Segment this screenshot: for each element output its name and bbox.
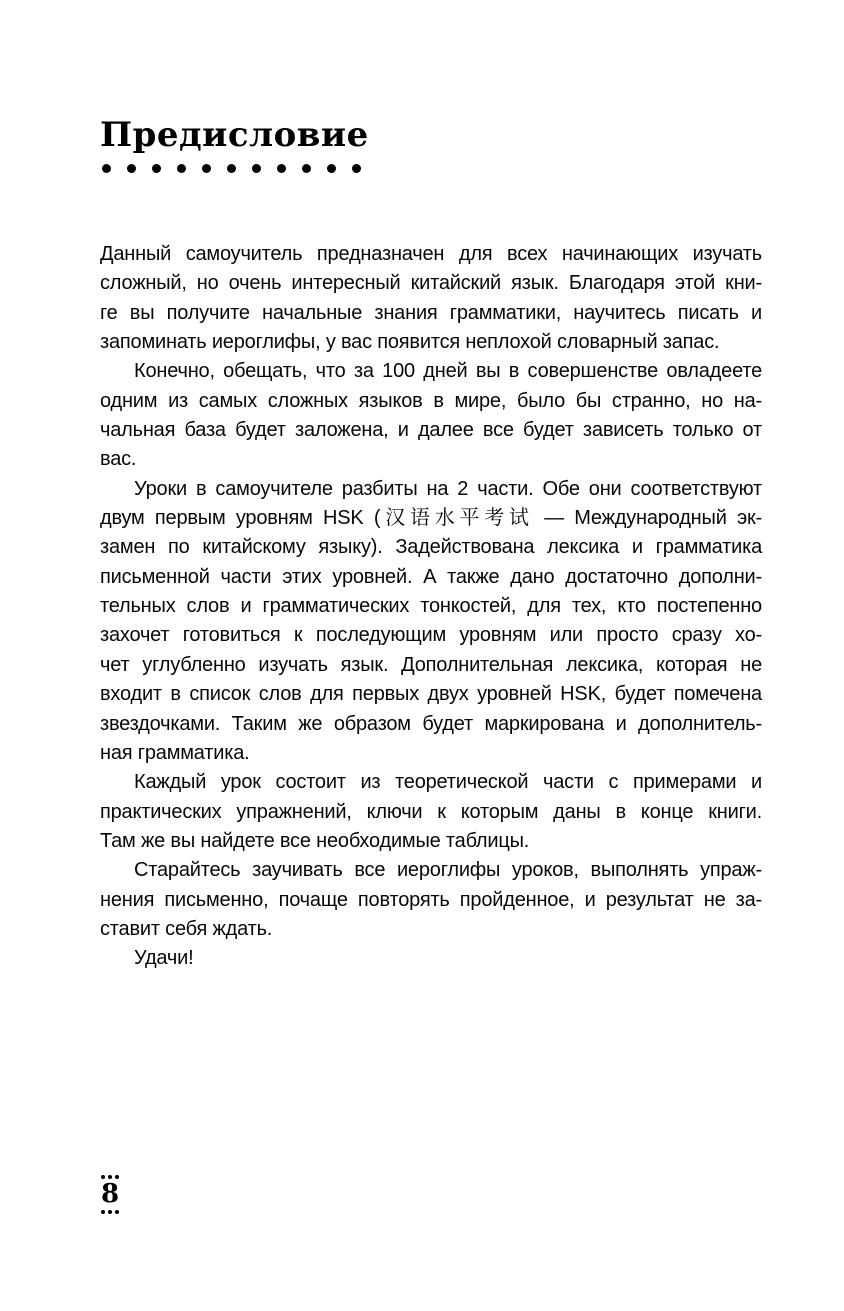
paragraph: [100, 475, 762, 768]
page-number-ornament-bottom: [101, 1210, 119, 1214]
dot-ornament: [302, 164, 311, 173]
text-line: тельных слов и грамматических тонкостей, для тех, кто постепенно: [100, 595, 762, 618]
text-line: Уроки в самоучителе разбиты на 2 части. Обе они соответствуют: [134, 477, 762, 500]
dot-ornament: [327, 164, 336, 173]
text-line: ставит себя ждать.: [100, 917, 273, 940]
text-line: Конечно, обещать, что за 100 дней вы в совершенстве овладеете: [134, 360, 762, 383]
paragraph: [100, 240, 762, 357]
dot-ornament: [108, 1210, 112, 1214]
text-line: письменной части этих уровней. А также дано достаточно дополни-: [100, 565, 762, 588]
title-dots-ornament: [102, 164, 369, 173]
dot-ornament: [202, 164, 211, 173]
text-line: ге вы получите начальные знания грамматики, научитесь писать и: [100, 301, 762, 324]
text-line: Каждый урок состоит из теоретической части с примерами и: [134, 771, 762, 794]
dot-ornament: [152, 164, 161, 173]
text-line: одним из самых сложных языков в мире, было бы странно, но на-: [100, 389, 762, 412]
text-line: Удачи!: [134, 947, 194, 970]
text-line: Данный самоучитель предназначен для всех начинающих изучать: [100, 243, 762, 265]
page-number: 8: [100, 1179, 120, 1209]
dot-ornament: [127, 164, 136, 173]
dot-ornament: [115, 1210, 119, 1214]
dot-ornament: [177, 164, 186, 173]
dot-ornament: [227, 164, 236, 173]
text-line: запоминать иероглифы, у вас появится неплохой словарный запас.: [100, 331, 720, 354]
text-line: практических упражнений, ключи к которым даны в конце книги.: [100, 800, 762, 823]
preface-text: [100, 240, 762, 974]
dot-ornament: [101, 1210, 105, 1214]
page-title: Предисловие: [100, 115, 369, 155]
text-line: двум первым уровням HSK (汉语水平考试 — Международный эк-: [100, 507, 762, 530]
page-footer: [96, 1175, 124, 1214]
text-line: сложный, но очень интересный китайский язык. Благодаря этой кни-: [100, 272, 762, 295]
dot-ornament: [277, 164, 286, 173]
text-line: Старайтесь заучивать все иероглифы уроков, выполнять упраж-: [134, 859, 762, 882]
text-line: чет углубленно изучать язык. Дополнительная лексика, которая не: [100, 653, 762, 676]
paragraph: [100, 944, 762, 973]
text-line: ная грамматика.: [100, 741, 250, 764]
text-line: Там же вы найдете все необходимые таблицы.: [100, 829, 530, 852]
text-line: входит в список слов для первых двух уровней HSK, будет помечена: [100, 683, 762, 706]
text-line: захочет готовиться к последующим уровням или просто сразу хо-: [100, 624, 762, 647]
text-line: замен по китайскому языку). Задействована лексика и грамматика: [100, 536, 762, 559]
text-line: чальная база будет заложена, и далее все будет зависеть только от: [100, 419, 762, 442]
text-line: вас.: [100, 448, 137, 471]
paragraph: [100, 856, 762, 944]
dot-ornament: [252, 164, 261, 173]
page-header: [100, 114, 369, 173]
dot-ornament: [102, 164, 111, 173]
text-line: нения письменно, почаще повторять пройденное, и результат не за-: [100, 888, 762, 911]
text-line: звездочками. Таким же образом будет маркирована и дополнитель-: [100, 712, 762, 735]
paragraph: [100, 768, 762, 856]
paragraph: [100, 357, 762, 474]
dot-ornament: [352, 164, 361, 173]
